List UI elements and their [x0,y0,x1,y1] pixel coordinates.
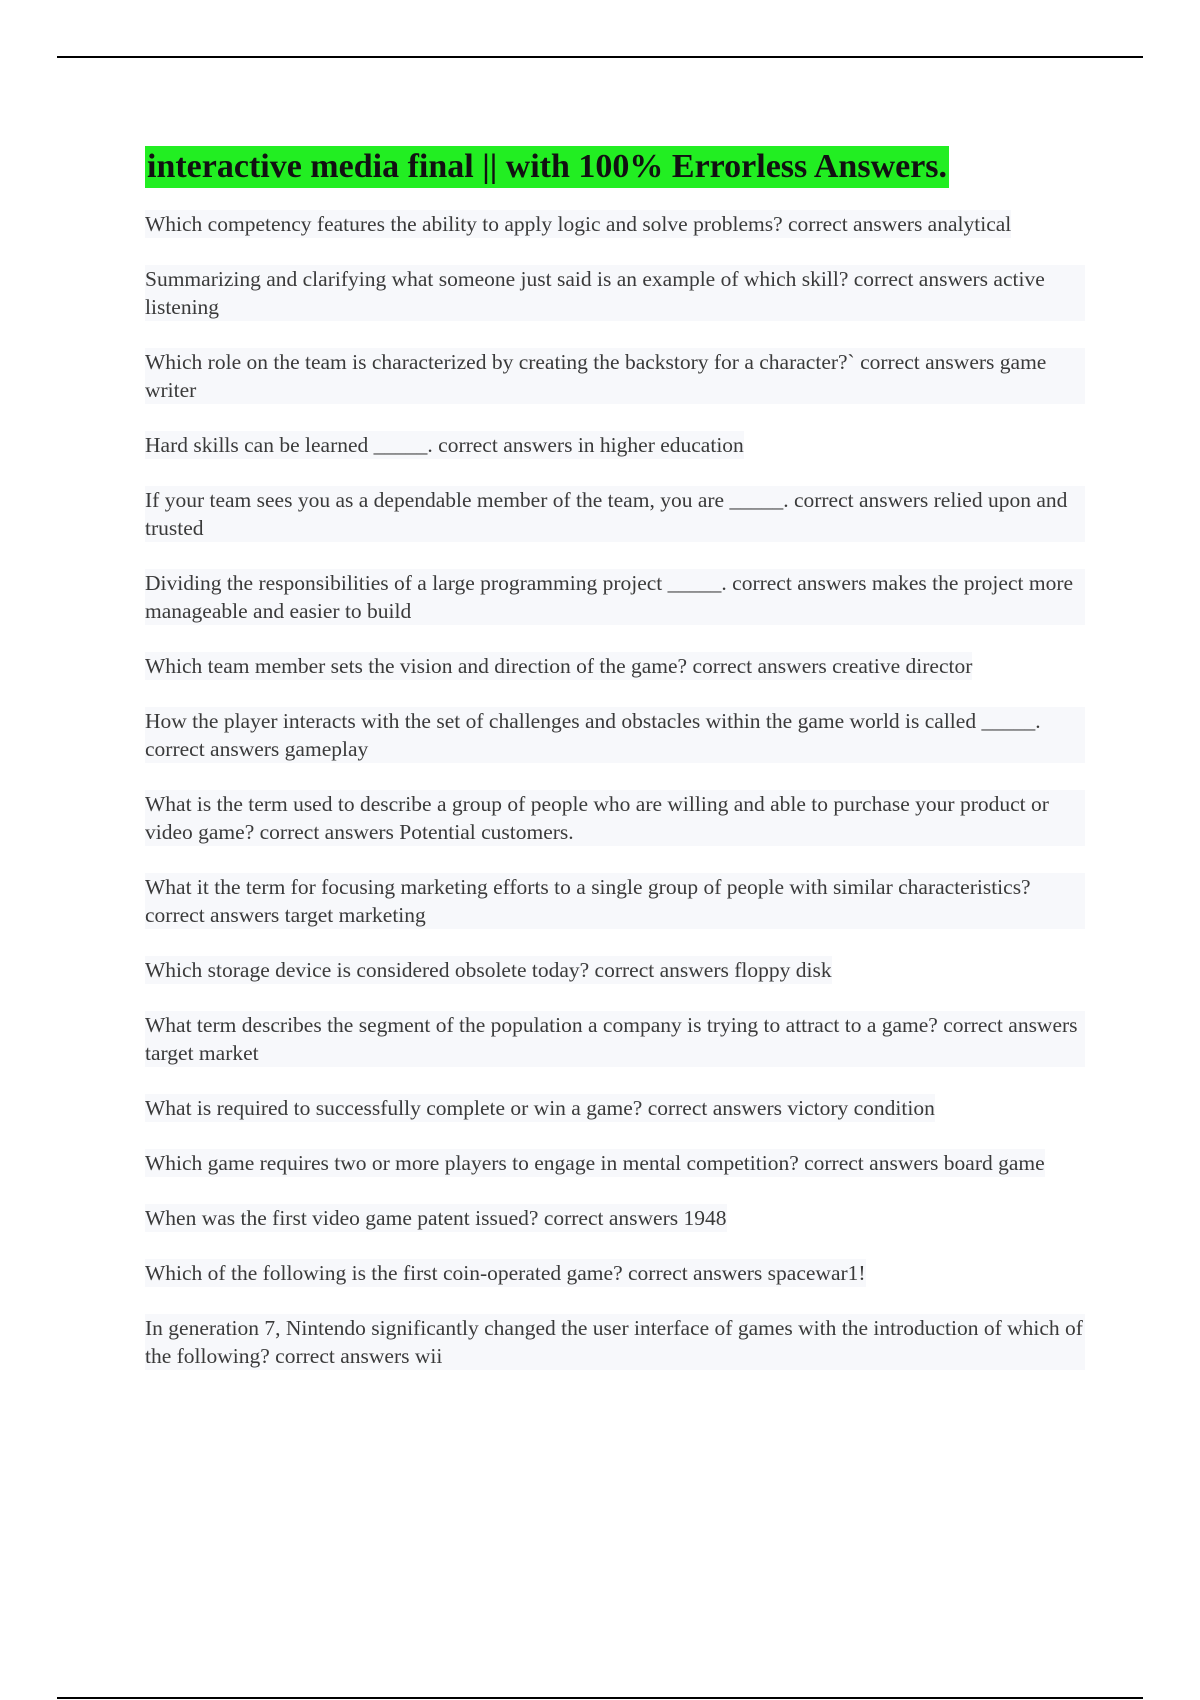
qa-text: What it the term for focusing marketing efforts to a single group of people with similar characteristics? correct answers target marketing [145,873,1085,929]
bottom-rule [57,1697,1143,1699]
document-title: interactive media final || with 100% Errorless Answers. [145,146,949,188]
qa-item [145,486,1095,542]
qa-item [145,210,1095,238]
qa-item [145,431,1095,459]
qa-text: If your team sees you as a dependable member of the team, you are _____. correct answers relied upon and trusted [145,486,1085,542]
document-body [145,146,1095,1397]
qa-item [145,1259,1095,1287]
qa-item [145,1149,1095,1177]
qa-text: Dividing the responsibilities of a large programming project _____. correct answers makes the project more manageable and easier to build [145,569,1085,625]
qa-text: Which role on the team is characterized by creating the backstory for a character?` correct answers game writer [145,348,1085,404]
qa-text: Which game requires two or more players to engage in mental competition? correct answers board game [145,1151,1045,1175]
qa-text: What is the term used to describe a group of people who are willing and able to purchase your product or video game? correct answers Potential customers. [145,790,1085,846]
qa-item [145,1314,1095,1370]
qa-list [145,210,1095,1370]
qa-text: What term describes the segment of the population a company is trying to attract to a game? correct answers target market [145,1011,1085,1067]
top-rule [57,56,1143,58]
qa-item [145,569,1095,625]
qa-text: Which of the following is the first coin-operated game? correct answers spacewar1! [145,1261,866,1285]
qa-text: When was the first video game patent issued? correct answers 1948 [145,1206,727,1230]
qa-item [145,956,1095,984]
qa-text: Hard skills can be learned _____. correct answers in higher education [145,433,744,457]
qa-item [145,1204,1095,1232]
qa-item [145,348,1095,404]
qa-item [145,707,1095,763]
qa-item [145,1094,1095,1122]
qa-text: Which team member sets the vision and direction of the game? correct answers creative director [145,654,973,678]
qa-text: Which storage device is considered obsolete today? correct answers floppy disk [145,958,832,982]
qa-item [145,652,1095,680]
qa-text: What is required to successfully complete or win a game? correct answers victory condition [145,1096,935,1120]
qa-text: In generation 7, Nintendo significantly changed the user interface of games with the introduction of which of the following? correct answers wii [145,1314,1085,1370]
qa-item [145,265,1095,321]
qa-item [145,873,1095,929]
qa-item [145,1011,1095,1067]
qa-item [145,790,1095,846]
qa-text: Which competency features the ability to apply logic and solve problems? correct answers analytical [145,212,1012,236]
qa-text: Summarizing and clarifying what someone just said is an example of which skill? correct answers active listening [145,265,1085,321]
qa-text: How the player interacts with the set of challenges and obstacles within the game world is called _____. correct answers gameplay [145,707,1085,763]
